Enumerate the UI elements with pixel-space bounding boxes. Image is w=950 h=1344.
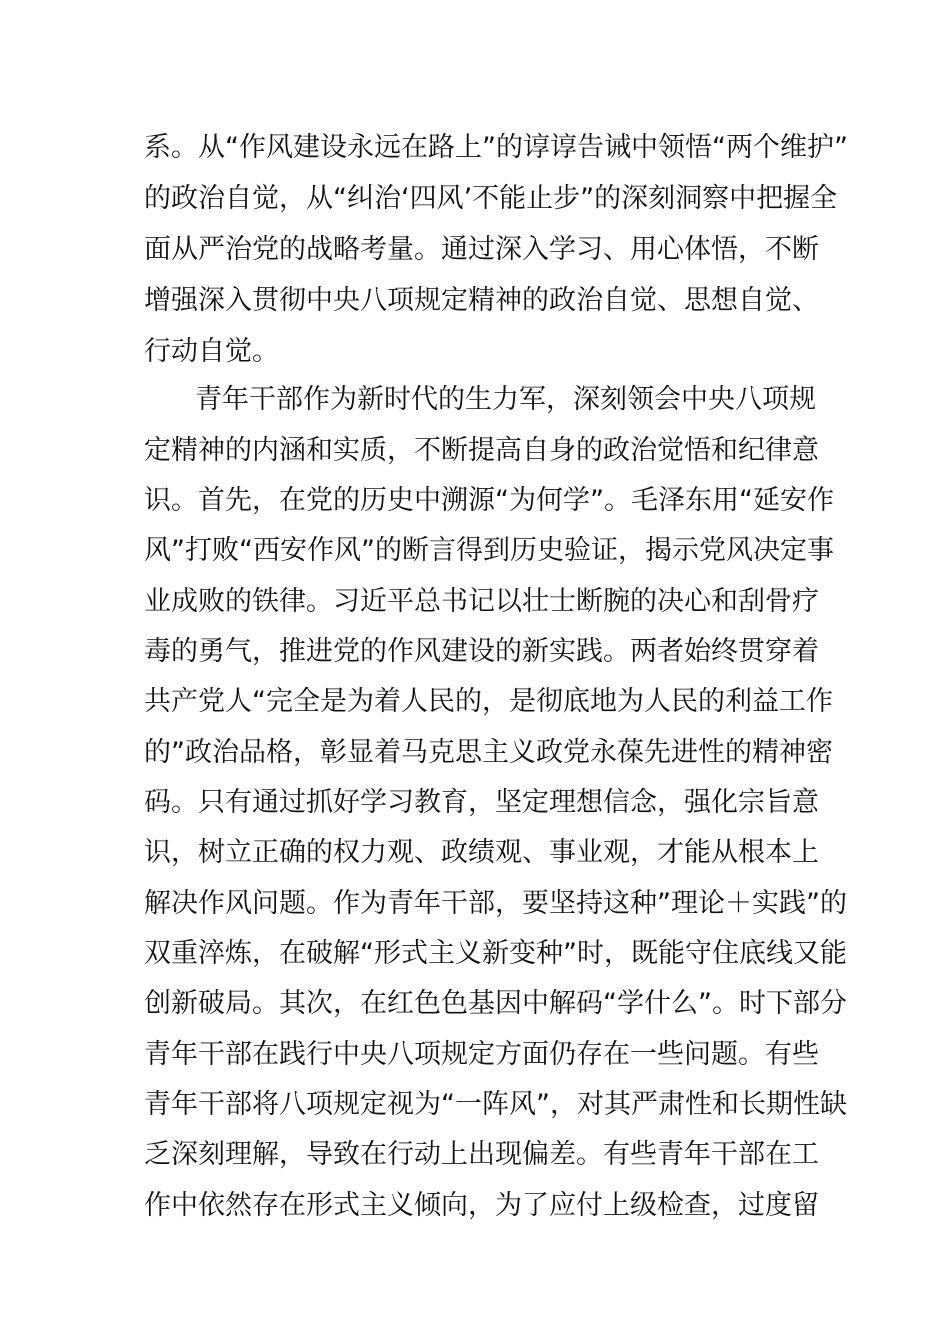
paragraph-2-line-3: 识。首先，在党的历史中溯源“为何学”。毛泽东用“延安作 [144, 485, 834, 516]
paragraph-2-line-17: 作中依然存在形式主义倾向，为了应付上级检查，过度留 [144, 1190, 819, 1221]
paragraph-2-line-14: 青年干部在践行中央八项规定方面仍存在一些问题。有些 [144, 1039, 819, 1070]
paragraph-2-line-15: 青年干部将八项规定视为“一阵风”，对其严肃性和长期性缺 [144, 1089, 847, 1120]
paragraph-1-line-5: 行动自觉。 [144, 336, 279, 367]
paragraph-2-line-8: 的”政治品格，彰显着马克思主义政党永葆先进性的精神密 [144, 737, 833, 768]
paragraph-2-line-10: 识，树立正确的权力观、政绩观、事业观，才能从根本上 [144, 837, 819, 868]
paragraph-1-line-4: 增强深入贯彻中央八项规定精神的政治自觉、思想自觉、 [144, 285, 819, 316]
paragraph-2-line-13: 创新破局。其次，在红色色基因中解码“学什么”。时下部分 [144, 988, 847, 1019]
paragraph-2-line-12: 双重淬炼，在破解“形式主义新变种”时，既能守住底线又能 [144, 938, 847, 969]
paragraph-2-line-11: 解决作风问题。作为青年干部，要坚持这种”理论＋实践”的 [144, 888, 847, 919]
paragraph-2-line-4: 风”打败“西安作风”的断言得到历史验证，揭示党风决定事 [144, 535, 834, 566]
paragraph-2-line-7: 共产党人“完全是为着人民的，是彻底地为人民的利益工作 [144, 686, 833, 717]
paragraph-1-line-2: 的政治自觉，从“纠治‘四风’不能止步”的深刻洞察中把握全 [144, 183, 838, 214]
paragraph-2-line-6: 毒的勇气，推进党的作风建设的新实践。两者始终贯穿着 [144, 636, 819, 667]
paragraph-2-line-2: 定精神的内涵和实质，不断提高自身的政治觉悟和纪律意 [144, 435, 819, 466]
paragraph-2-line-1: 青年干部作为新时代的生力军，深刻领会中央八项规 [195, 384, 816, 415]
paragraph-2-line-5: 业成败的铁律。习近平总书记以壮士断腕的决心和刮骨疗 [144, 586, 819, 617]
paragraph-2-line-9: 码。只有通过抓好学习教育，坚定理想信念，强化宗旨意 [144, 787, 819, 818]
paragraph-1-line-1: 系。从“作风建设永远在路上”的谆谆告诫中领悟“两个维护” [144, 132, 848, 163]
paragraph-2-line-16: 乏深刻理解，导致在行动上出现偏差。有些青年干部在工 [144, 1139, 819, 1170]
paragraph-1-line-3: 面从严治党的战略考量。通过深入学习、用心体悟，不断 [144, 234, 819, 265]
